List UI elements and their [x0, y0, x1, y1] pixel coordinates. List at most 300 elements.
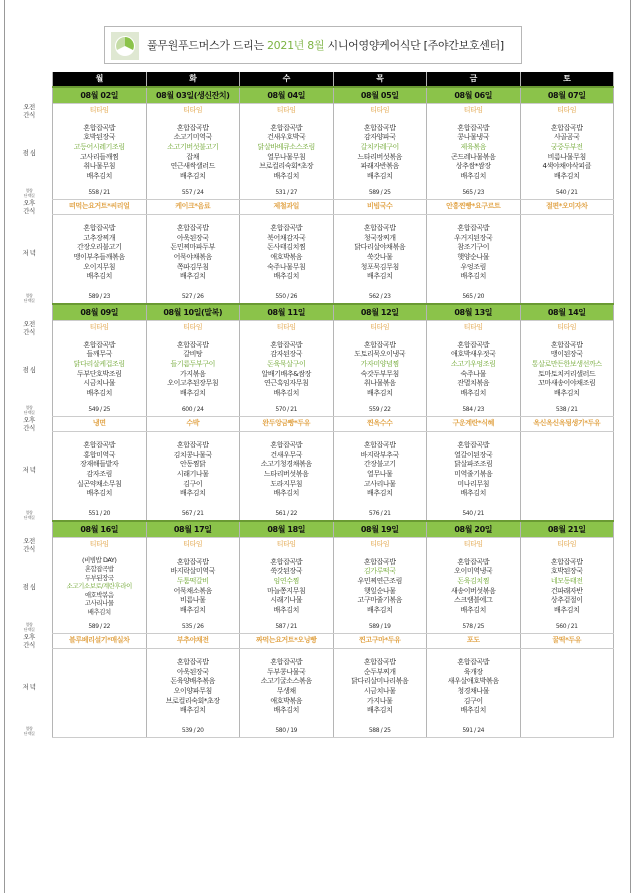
menu-dish: 쪽파김무침: [176, 262, 209, 271]
menu-dish: 배추김치: [367, 388, 393, 397]
menu-dish: 우거지된장국: [454, 233, 493, 242]
morning-snack-cell: 티타임: [427, 321, 521, 336]
lunch-label: 점 심: [22, 582, 36, 591]
afternoon-snack-label: 오후 간식: [23, 633, 35, 649]
dinner-cell: [333, 215, 427, 292]
lunch-cell: [240, 118, 334, 187]
menu-dish: 콩나물냉국: [457, 133, 490, 142]
dinner-cell: [520, 432, 614, 509]
menu-dish: 아욱된장국: [176, 233, 209, 242]
menu-dish: 배추김치: [86, 388, 112, 397]
dinner-kcal-cell: [520, 291, 614, 304]
afternoon-snack-cell: 옥신옥신옥됭생기*두유: [520, 417, 614, 432]
dinner-cell: [427, 215, 521, 292]
morning-snack-row: [53, 104, 614, 119]
menu-dish: 북어채감자국: [267, 233, 306, 242]
menu-dish: 배추김치: [180, 388, 206, 397]
afternoon-snack-cell: 비빔국수: [333, 200, 427, 215]
menu-dish: 소고기청경채볶음: [260, 460, 312, 469]
menu-dish: 우엉조림: [460, 262, 486, 271]
menu-dish: 고구마줄기볶음: [357, 596, 403, 605]
dinner-cell: [146, 432, 240, 509]
weekday-header: [53, 72, 614, 87]
menu-dish: 파래자반볶음: [360, 162, 399, 171]
menu-dish: 혼합잡곡밥: [83, 441, 116, 450]
menu-dish: 비름나물: [180, 596, 206, 605]
lunch-kcal-cell: 535 / 26: [146, 621, 240, 634]
menu-dish: 혼합잡곡밥: [83, 224, 116, 233]
lunch-kcal-cell: 584 / 23: [427, 404, 521, 417]
menu-dish: 배추김치: [460, 388, 486, 397]
date-cell: 08월 05일: [333, 87, 427, 104]
menu-dish: 우민찌연근조림: [357, 576, 403, 585]
menu-dish: 배추김치: [554, 605, 580, 614]
menu-dish: 숙갓두부무침: [360, 369, 399, 378]
menu-dish: 혼합잡곡밥: [270, 557, 303, 566]
dinner-kcal-cell: 591 / 24: [427, 725, 521, 738]
menu-dish: 혼합잡곡밥: [550, 557, 583, 566]
menu-dish: 닭다리살야채볶음: [354, 243, 406, 252]
date-cell: 08월 06일: [427, 87, 521, 104]
menu-dish: 오이지무침: [83, 262, 116, 271]
menu-dish: 고추장찌개: [83, 233, 116, 242]
lunch-kcal-cell: 560 / 21: [520, 621, 614, 634]
menu-dish: 돈육묵살구이: [267, 359, 306, 368]
menu-dish: 청국장찌개: [363, 233, 396, 242]
menu-dish: 장재해들밭자: [80, 460, 119, 469]
menu-dish: 오이고추된장무침: [167, 379, 219, 388]
menu-dish: 간장불고기: [363, 460, 396, 469]
menu-dish: 간장오리불고기: [76, 243, 122, 252]
menu-dish: 배추김치: [460, 272, 486, 281]
lunch-cell: [333, 335, 427, 404]
menu-dish: 건새우호박국: [267, 133, 306, 142]
menu-dish: 스크램블에그: [454, 596, 493, 605]
menu-dish: 혼합잡곡밥: [176, 441, 209, 450]
menu-dish: 새송이버섯볶음: [450, 586, 496, 595]
menu-dish: 열무나물무침: [267, 152, 306, 161]
title-prefix: 풀무원푸드머스가 드리는: [147, 39, 267, 52]
menu-dish: 열무나물: [367, 470, 393, 478]
weekday-thu: 목: [333, 72, 427, 87]
menu-dish: 닭살바베큐소스조림: [257, 142, 315, 151]
menu-dish: 혼합잡곡밥: [270, 441, 303, 450]
menu-dish: 혼합잡곡밥: [457, 441, 490, 450]
menu-dish: 혼합잡곡밥: [270, 340, 303, 349]
afternoon-snack-row: [53, 417, 614, 432]
date-cell: 08월 20일: [427, 521, 521, 538]
afternoon-snack-row: [53, 200, 614, 215]
menu-dish: 혼합잡곡밥: [270, 658, 303, 667]
menu-dish: 연근흑임자무침: [263, 379, 309, 388]
menu-dish: 건새우무국: [270, 450, 303, 459]
menu-dish: 시금치나물: [363, 687, 396, 695]
lunch-cell: [53, 335, 147, 404]
lunch-kcal-cell: 558 / 21: [53, 187, 147, 200]
menu-dish: 배추김치: [86, 489, 112, 498]
menu-dish: 들기름두부구이: [170, 359, 216, 368]
menu-dish: 오이양파무침: [173, 687, 212, 695]
menu-dish: 맹이부추들깨볶음: [73, 253, 125, 261]
dinner-cell: [427, 649, 521, 726]
lunch-kcal-cell: 578 / 25: [427, 621, 521, 634]
menu-dish: 김가루떡국: [363, 567, 396, 576]
menu-dish: 배추김치: [273, 272, 299, 281]
menu-dish: 배추김치: [460, 605, 486, 614]
lunch-kcal-cell: 600 / 24: [146, 404, 240, 417]
menu-dish: 곤드레나물볶음: [450, 152, 496, 161]
menu-dish: 고사리들깨찜: [80, 152, 119, 161]
date-cell: 08월 09일: [53, 304, 147, 321]
menu-dish: 배추김치: [180, 489, 206, 498]
lunch-kcal-cell: 538 / 21: [520, 404, 614, 417]
date-cell: 08월 17일: [146, 521, 240, 538]
morning-snack-cell: 티타임: [146, 104, 240, 119]
menu-dish: 네모동태전: [550, 576, 583, 585]
afternoon-snack-cell: 케이크*음료: [146, 200, 240, 215]
title-highlight: 2021년 8월: [266, 39, 325, 52]
lunch-cell: [146, 552, 240, 621]
morning-snack-label: 오전 간식: [23, 536, 35, 553]
dinner-cell: [146, 649, 240, 726]
menu-dish: 청포묵김무침: [360, 262, 399, 271]
dinner-label: 저 녁: [22, 248, 36, 257]
menu-dish: 느타리버섯볶음: [357, 152, 403, 161]
menu-dish: 햇잎순나물: [363, 586, 396, 595]
menu-dish: 배추김치: [273, 605, 299, 614]
kcal-label: 열량 단 백질: [23, 509, 35, 520]
morning-snack-cell: 티타임: [520, 321, 614, 336]
menu-dish: 혼합잡곡밥: [83, 340, 116, 349]
menu-dish: 브로컬리숙회*초장: [259, 162, 314, 171]
dinner-kcal-cell: 567 / 21: [146, 508, 240, 521]
menu-dish: 혼합잡곡밥: [457, 557, 490, 566]
morning-snack-row: [53, 321, 614, 336]
menu-dish: 돈육김치찜: [457, 576, 490, 585]
menu-dish: 혼합잡곡밥: [363, 224, 396, 233]
menu-dish: 혼합잡곡밥: [83, 123, 116, 132]
morning-snack-cell: 티타임: [427, 538, 521, 553]
menu-dish: 알배기배추&쌈장: [261, 369, 312, 378]
date-cell: 08월 12일: [333, 304, 427, 321]
menu-dish: 배추김치: [273, 171, 299, 180]
lunch-cell: [53, 552, 147, 621]
morning-snack-cell: 티타임: [53, 538, 147, 553]
menu-dish: 배추김치: [273, 706, 299, 715]
dinner-kcal-row: [53, 508, 614, 521]
date-cell: 08월 21일: [520, 521, 614, 538]
menu-dish: 배추김치: [86, 171, 112, 180]
menu-dish: 제육볶음: [460, 142, 486, 151]
lunch-label: 점 심: [22, 148, 36, 157]
menu-dish: 배추김치: [367, 489, 393, 498]
page-title: [147, 37, 504, 53]
date-cell: 08월 07일: [520, 87, 614, 104]
date-cell: 08월 10일(말복): [146, 304, 240, 321]
afternoon-snack-cell: 짜먹는요거트*오닝빵: [240, 634, 334, 649]
kcal-label: 열량 단 백질: [23, 622, 35, 633]
menu-dish: 시래기나물: [176, 470, 209, 478]
menu-dish: (비빔밥 DAY): [81, 556, 117, 565]
menu-dish: 혼합잡곡밥: [270, 224, 303, 233]
menu-dish: 닭다리살케겁조림: [73, 359, 125, 368]
dinner-row: [53, 649, 614, 726]
menu-dish: 어묵야채볶음: [173, 253, 212, 261]
afternoon-snack-cell: 냉면: [53, 417, 147, 432]
lunch-cell: [240, 335, 334, 404]
menu-dish: 상추겉절이: [550, 596, 583, 605]
menu-dish: 느타리버섯볶음: [263, 470, 309, 478]
menu-dish: 갈비탕: [183, 350, 203, 359]
dinner-cell: [53, 649, 147, 726]
afternoon-snack-cell: 블루베리설기*매실차: [53, 634, 147, 649]
dinner-kcal-cell: 576 / 21: [333, 508, 427, 521]
menu-dish: 미나리무침: [457, 479, 490, 488]
morning-snack-cell: 티타임: [146, 538, 240, 553]
morning-snack-cell: 티타임: [240, 321, 334, 336]
dinner-kcal-cell: [53, 725, 147, 738]
menu-dish: 배추김치: [367, 605, 393, 614]
menu-dish: 시금치나물: [83, 379, 116, 388]
menu-dish: 홍합미역국: [83, 450, 116, 459]
menu-dish: 배추김치: [554, 388, 580, 397]
menu-dish: 애호박볶음: [270, 696, 303, 705]
kcal-label: 열량 단 백질: [23, 188, 35, 199]
dinner-kcal-cell: 565 / 20: [427, 291, 521, 304]
menu-dish: 잔멸치볶음: [457, 379, 490, 388]
menu-dish: 안동찜닭: [180, 460, 206, 469]
dinner-cell: [427, 432, 521, 509]
menu-dish: 배추김치: [367, 272, 393, 281]
menu-dish: 배추김치: [180, 706, 206, 715]
menu-dish: 혼합잡곡밥: [176, 123, 209, 132]
morning-snack-cell: 티타임: [240, 104, 334, 119]
morning-snack-row: [53, 538, 614, 553]
menu-dish: 혼합잡곡밥: [363, 123, 396, 132]
dinner-cell: [520, 649, 614, 726]
morning-snack-cell: 티타임: [333, 538, 427, 553]
dinner-kcal-cell: 588 / 25: [333, 725, 427, 738]
dinner-cell: [520, 215, 614, 292]
lunch-kcal-row: [53, 187, 614, 200]
menu-dish: 배추김치: [460, 706, 486, 715]
menu-dish: 미역줄기볶음: [454, 470, 493, 478]
menu-dish: 고사리나물: [363, 479, 396, 488]
afternoon-snack-label: 오후 간식: [23, 416, 35, 432]
menu-dish: 햇양순나물: [457, 253, 490, 261]
morning-snack-cell: 티타임: [427, 104, 521, 119]
menu-dish: 배추김치: [180, 605, 206, 614]
date-row: [53, 521, 614, 538]
dinner-kcal-cell: 550 / 26: [240, 291, 334, 304]
menu-dish: 혼합잡곡밥: [270, 123, 303, 132]
afternoon-snack-cell: 절편*오미자차: [520, 200, 614, 215]
dinner-cell: [240, 649, 334, 726]
menu-dish: 혼합잡곡밥: [363, 658, 396, 667]
lunch-row: [53, 552, 614, 621]
menu-dish: 혼합잡곡밥: [457, 224, 490, 233]
menu-dish: 고사리나물: [84, 599, 114, 608]
date-row: [53, 304, 614, 321]
dinner-cell: [240, 432, 334, 509]
lunch-kcal-cell: 589 / 22: [53, 621, 147, 634]
morning-snack-cell: 티타임: [146, 321, 240, 336]
menu-dish: 혼합잡곡밥: [457, 340, 490, 349]
menu-dish: 토마토치커리샐러드: [538, 369, 596, 378]
afternoon-snack-cell: 꿀떡*두유: [520, 634, 614, 649]
menu-dish: 숙주나물무침: [267, 262, 306, 271]
menu-dish: 무생채: [276, 687, 296, 695]
pulmuone-logo-icon: [111, 32, 139, 60]
date-cell: 08월 19일: [333, 521, 427, 538]
menu-dish: 김구이: [183, 479, 203, 488]
menu-dish: 취나물볶음: [363, 379, 396, 388]
lunch-cell: [146, 335, 240, 404]
menu-dish: 쑥갓된장국: [270, 567, 303, 576]
menu-dish: 배추김치: [87, 607, 111, 616]
menu-dish: 혼합잡곡밥: [176, 658, 209, 667]
morning-snack-cell: 티타임: [333, 104, 427, 119]
menu-dish: 청경채나물: [457, 687, 490, 695]
date-row: [53, 87, 614, 104]
dinner-kcal-cell: 561 / 22: [240, 508, 334, 521]
dinner-cell: [53, 215, 147, 292]
lunch-kcal-cell: 565 / 23: [427, 187, 521, 200]
morning-snack-cell: 티타임: [53, 321, 147, 336]
afternoon-snack-cell: 제철과일: [240, 200, 334, 215]
dinner-cell: [333, 432, 427, 509]
menu-dish: 혼합잡곡밥: [363, 340, 396, 349]
date-cell: 08월 03일(생신잔치): [146, 87, 240, 104]
menu-dish: 시래기나물: [270, 596, 303, 605]
menu-dish: 소고기굴소스볶음: [260, 677, 312, 686]
menu-dish: 두툼떡갈비: [176, 576, 209, 585]
menu-dish: 감자양파국: [363, 133, 396, 142]
lunch-cell: [146, 118, 240, 187]
menu-dish: 건파래자반: [550, 586, 583, 595]
menu-dish: 비름나물무침: [547, 152, 586, 161]
menu-dish: 소고기소보로/계란후라이: [66, 582, 132, 591]
menu-dish: 4색야채야삭피클: [542, 162, 592, 171]
date-cell: 08월 02일: [53, 87, 147, 104]
date-cell: 08월 14일: [520, 304, 614, 321]
menu-dish: 궁중두부전: [550, 142, 583, 151]
menu-dish: 소고기버섯불고기: [167, 142, 219, 151]
menu-dish: 참조기구이: [457, 243, 490, 252]
menu-dish: 배추김치: [367, 706, 393, 715]
dinner-kcal-cell: 589 / 23: [53, 291, 147, 304]
menu-dish: 도토리묵오이냉국: [354, 350, 406, 359]
menu-dish: 통살로만든한보생선까스: [531, 359, 602, 368]
menu-dish: 애호박새우젓국: [450, 350, 496, 359]
lunch-kcal-cell: 557 / 24: [146, 187, 240, 200]
morning-snack-cell: 티타임: [520, 538, 614, 553]
morning-snack-cell: 티타임: [520, 104, 614, 119]
menu-dish: 순두부찌개: [363, 667, 396, 676]
menu-dish: 감자조림: [86, 470, 112, 478]
kcal-label: 열량 단 백질: [23, 292, 35, 303]
menu-dish: 감자된장국: [270, 350, 303, 359]
lunch-kcal-cell: 589 / 25: [333, 187, 427, 200]
afternoon-snack-cell: 수박: [146, 417, 240, 432]
lunch-kcal-cell: 559 / 22: [333, 404, 427, 417]
menu-banner: [104, 26, 522, 64]
menu-dish: 배추김치: [273, 489, 299, 498]
menu-dish: 혼합잡곡밥: [363, 557, 396, 566]
dinner-kcal-row: [53, 725, 614, 738]
lunch-cell: [427, 118, 521, 187]
afternoon-snack-row: [53, 634, 614, 649]
menu-dish: 돈육양배추볶음: [170, 677, 216, 686]
lunch-label: 점 심: [22, 365, 36, 374]
lunch-kcal-row: [53, 621, 614, 634]
dinner-row: [53, 215, 614, 292]
menu-dish: 혼합잡곡밥: [457, 123, 490, 132]
menu-dish: 돈민찌마파두부: [170, 243, 216, 252]
afternoon-snack-cell: 찐옥수수: [333, 417, 427, 432]
date-cell: 08월 18일: [240, 521, 334, 538]
menu-dish: 쑥갓나물: [367, 253, 393, 261]
menu-dish: 마늘쫑지무침: [267, 586, 306, 595]
menu-dish: 바지락부추국: [360, 450, 399, 459]
menu-dish: 닭다리살미나리볶음: [351, 677, 409, 686]
dinner-kcal-row: [53, 291, 614, 304]
lunch-kcal-cell: 587 / 21: [240, 621, 334, 634]
menu-table: [52, 72, 614, 738]
lunch-kcal-cell: 589 / 19: [333, 621, 427, 634]
lunch-cell: [333, 552, 427, 621]
menu-dish: 돈사태김치찜: [267, 243, 306, 252]
weekday-mon: 월: [53, 72, 147, 87]
afternoon-snack-cell: 구운계란*식혜: [427, 417, 521, 432]
menu-body: [53, 87, 614, 738]
menu-dish: 배추김치: [180, 272, 206, 281]
dinner-cell: [146, 215, 240, 292]
lunch-cell: [520, 118, 614, 187]
weekday-tue: 화: [146, 72, 240, 87]
lunch-kcal-cell: 531 / 27: [240, 187, 334, 200]
weekday-sat: 토: [520, 72, 614, 87]
title-suffix: 시니어영양케어식단 [주야간보호센터]: [324, 39, 504, 52]
lunch-cell: [53, 118, 147, 187]
menu-dish: 김구이: [463, 696, 483, 705]
dinner-label: 저 녁: [22, 465, 36, 474]
dinner-cell: [333, 649, 427, 726]
lunch-row: [53, 118, 614, 187]
menu-dish: 혼합잡곡밥: [363, 441, 396, 450]
date-cell: 08월 13일: [427, 304, 521, 321]
menu-dish: 배추김치: [367, 171, 393, 180]
afternoon-snack-cell: 부추야채전: [146, 634, 240, 649]
dinner-kcal-cell: 539 / 20: [146, 725, 240, 738]
menu-dish: 가지볶음: [180, 369, 206, 378]
menu-dish: 소고기우엉조림: [450, 359, 496, 368]
menu-dish: 혼합잡곡밥: [176, 224, 209, 233]
menu-dish: 꼬마새송이야채조림: [538, 379, 596, 388]
lunch-cell: [427, 552, 521, 621]
menu-dish: 가자미양념찜: [360, 359, 399, 368]
dinner-kcal-cell: 527 / 26: [146, 291, 240, 304]
afternoon-snack-cell: 완두앙금빵*두유: [240, 417, 334, 432]
menu-dish: 새우살애호박볶음: [447, 677, 499, 686]
morning-snack-label: 오전 간식: [23, 319, 35, 336]
afternoon-snack-cell: 안흥찐빵*요구르트: [427, 200, 521, 215]
menu-dish: 배추김치: [460, 489, 486, 498]
menu-dish: 애호박볶음: [84, 590, 114, 599]
menu-dish: 임연수찜: [273, 576, 299, 585]
afternoon-snack-cell: 찐고구마*두유: [333, 634, 427, 649]
dinner-label: 저 녁: [22, 682, 36, 691]
